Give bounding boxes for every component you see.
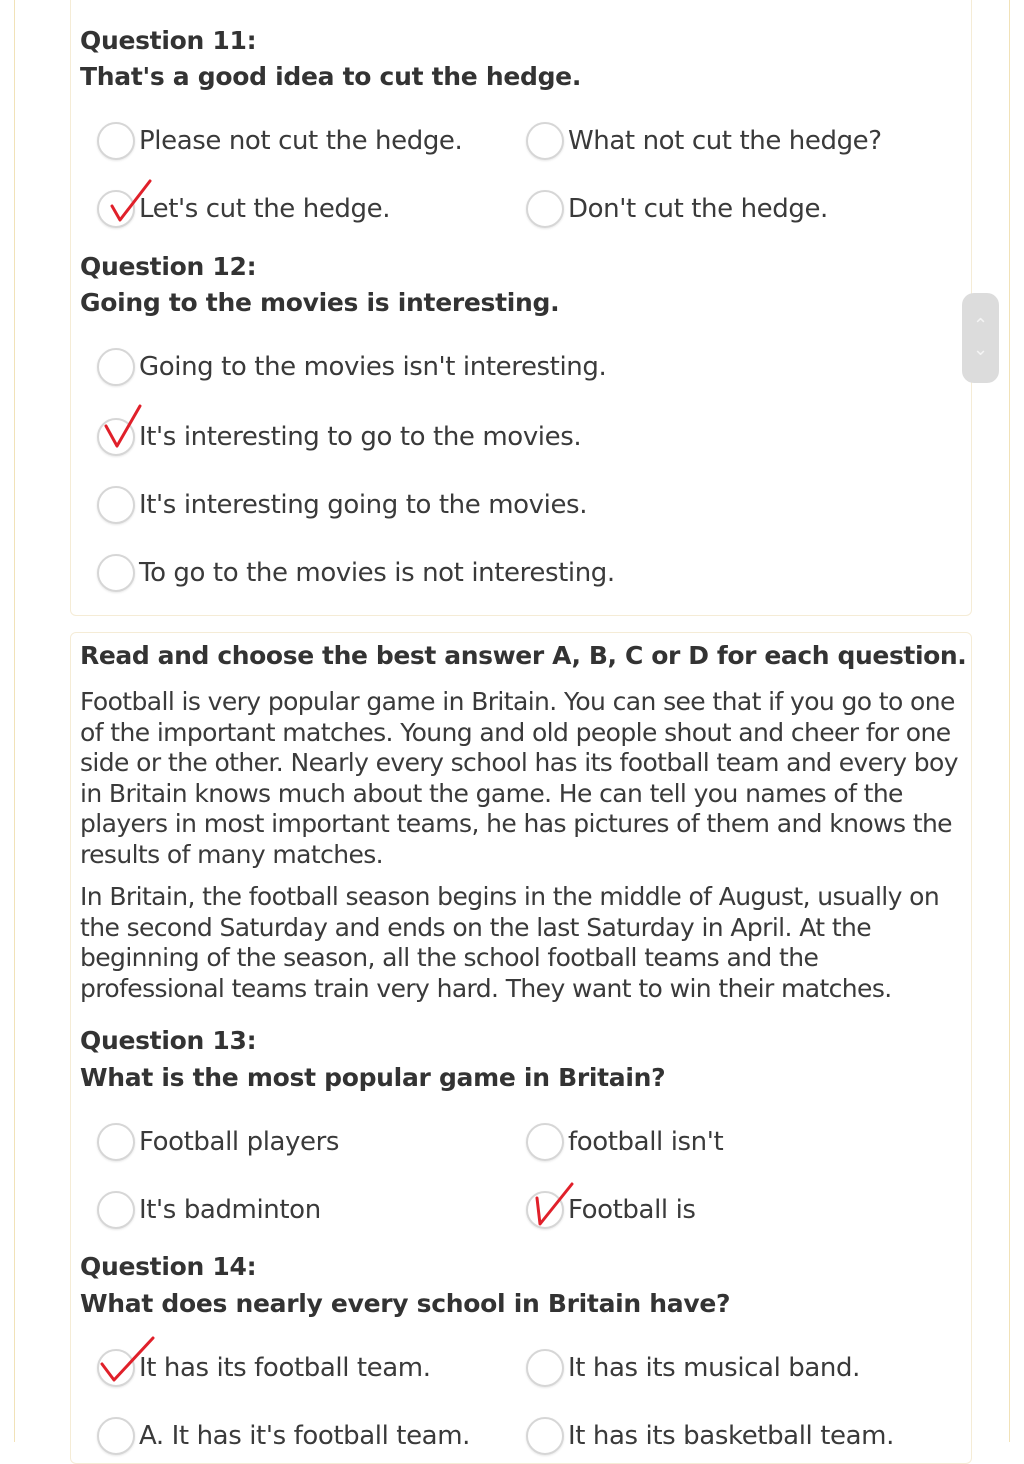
option-label: Please not cut the hedge.: [139, 126, 463, 156]
option-label: It's badminton: [139, 1195, 321, 1225]
question-14-number: Question 14:: [80, 1252, 257, 1281]
question-11-number: Question 11:: [80, 26, 257, 55]
radio-button[interactable]: [97, 1191, 135, 1229]
option-label: Football players: [139, 1127, 340, 1157]
question-13-prompt: What is the most popular game in Britain?: [80, 1063, 666, 1092]
radio-button[interactable]: [97, 122, 135, 160]
radio-button[interactable]: [526, 122, 564, 160]
reading-instruction: Read and choose the best answer A, B, C or D for each question.: [80, 641, 967, 670]
question-11-prompt: That's a good idea to cut the hedge.: [80, 62, 582, 91]
option-label: It has its football team.: [139, 1353, 431, 1383]
question-13-number: Question 13:: [80, 1026, 257, 1055]
radio-button[interactable]: [526, 190, 564, 228]
radio-button[interactable]: [97, 554, 135, 592]
radio-button[interactable]: [97, 1349, 135, 1387]
radio-button[interactable]: [526, 1123, 564, 1161]
passage-paragraph-1: Football is very popular game in Britain. You can see that if you go to one of the important matches. Young and old people shout and cheer for one side or the other. Nearly every school has its football team and every boy in Britain knows much about the game. He can tell you names of the players in most important teams, he has pictures of them and knows the results of many matches.: [80, 687, 958, 869]
radio-button[interactable]: [97, 486, 135, 524]
option-label: football isn't: [568, 1127, 724, 1157]
question-14-prompt: What does nearly every school in Britain have?: [80, 1289, 731, 1318]
option-label: Football is: [568, 1195, 696, 1225]
option-label: Don't cut the hedge.: [568, 194, 828, 224]
radio-button[interactable]: [97, 348, 135, 386]
question-12-number: Question 12:: [80, 252, 257, 281]
option-label: To go to the movies is not interesting.: [139, 558, 615, 588]
option-label: It has its musical band.: [568, 1353, 860, 1383]
option-label: Going to the movies isn't interesting.: [139, 352, 607, 382]
radio-button[interactable]: [526, 1191, 564, 1229]
radio-button[interactable]: [97, 1123, 135, 1161]
radio-button[interactable]: [97, 1417, 135, 1455]
page-edge-right: [1009, 0, 1010, 1442]
option-label: A. It has it's football team.: [139, 1421, 471, 1451]
radio-button[interactable]: [97, 418, 135, 456]
option-label: Let's cut the hedge.: [139, 194, 391, 224]
option-label: What not cut the hedge?: [568, 126, 882, 156]
scroll-handle[interactable]: [962, 293, 999, 383]
option-label: It's interesting going to the movies.: [139, 490, 588, 520]
chevron-down-icon[interactable]: ⌄: [972, 339, 989, 360]
option-label: It has its basketball team.: [568, 1421, 894, 1451]
page-edge-left: [14, 0, 15, 1442]
passage-paragraph-2: In Britain, the football season begins in the middle of August, usually on the second Saturday and ends on the last Saturday in April. At the beginning of the season, all the school football teams and the professional teams train very hard. They want to win their matches.: [80, 882, 940, 1003]
question-12-prompt: Going to the movies is interesting.: [80, 288, 560, 317]
option-label: It's interesting to go to the movies.: [139, 422, 582, 452]
radio-button[interactable]: [526, 1417, 564, 1455]
radio-button[interactable]: [97, 190, 135, 228]
radio-button[interactable]: [526, 1349, 564, 1387]
chevron-up-icon[interactable]: ⌃: [972, 315, 989, 336]
